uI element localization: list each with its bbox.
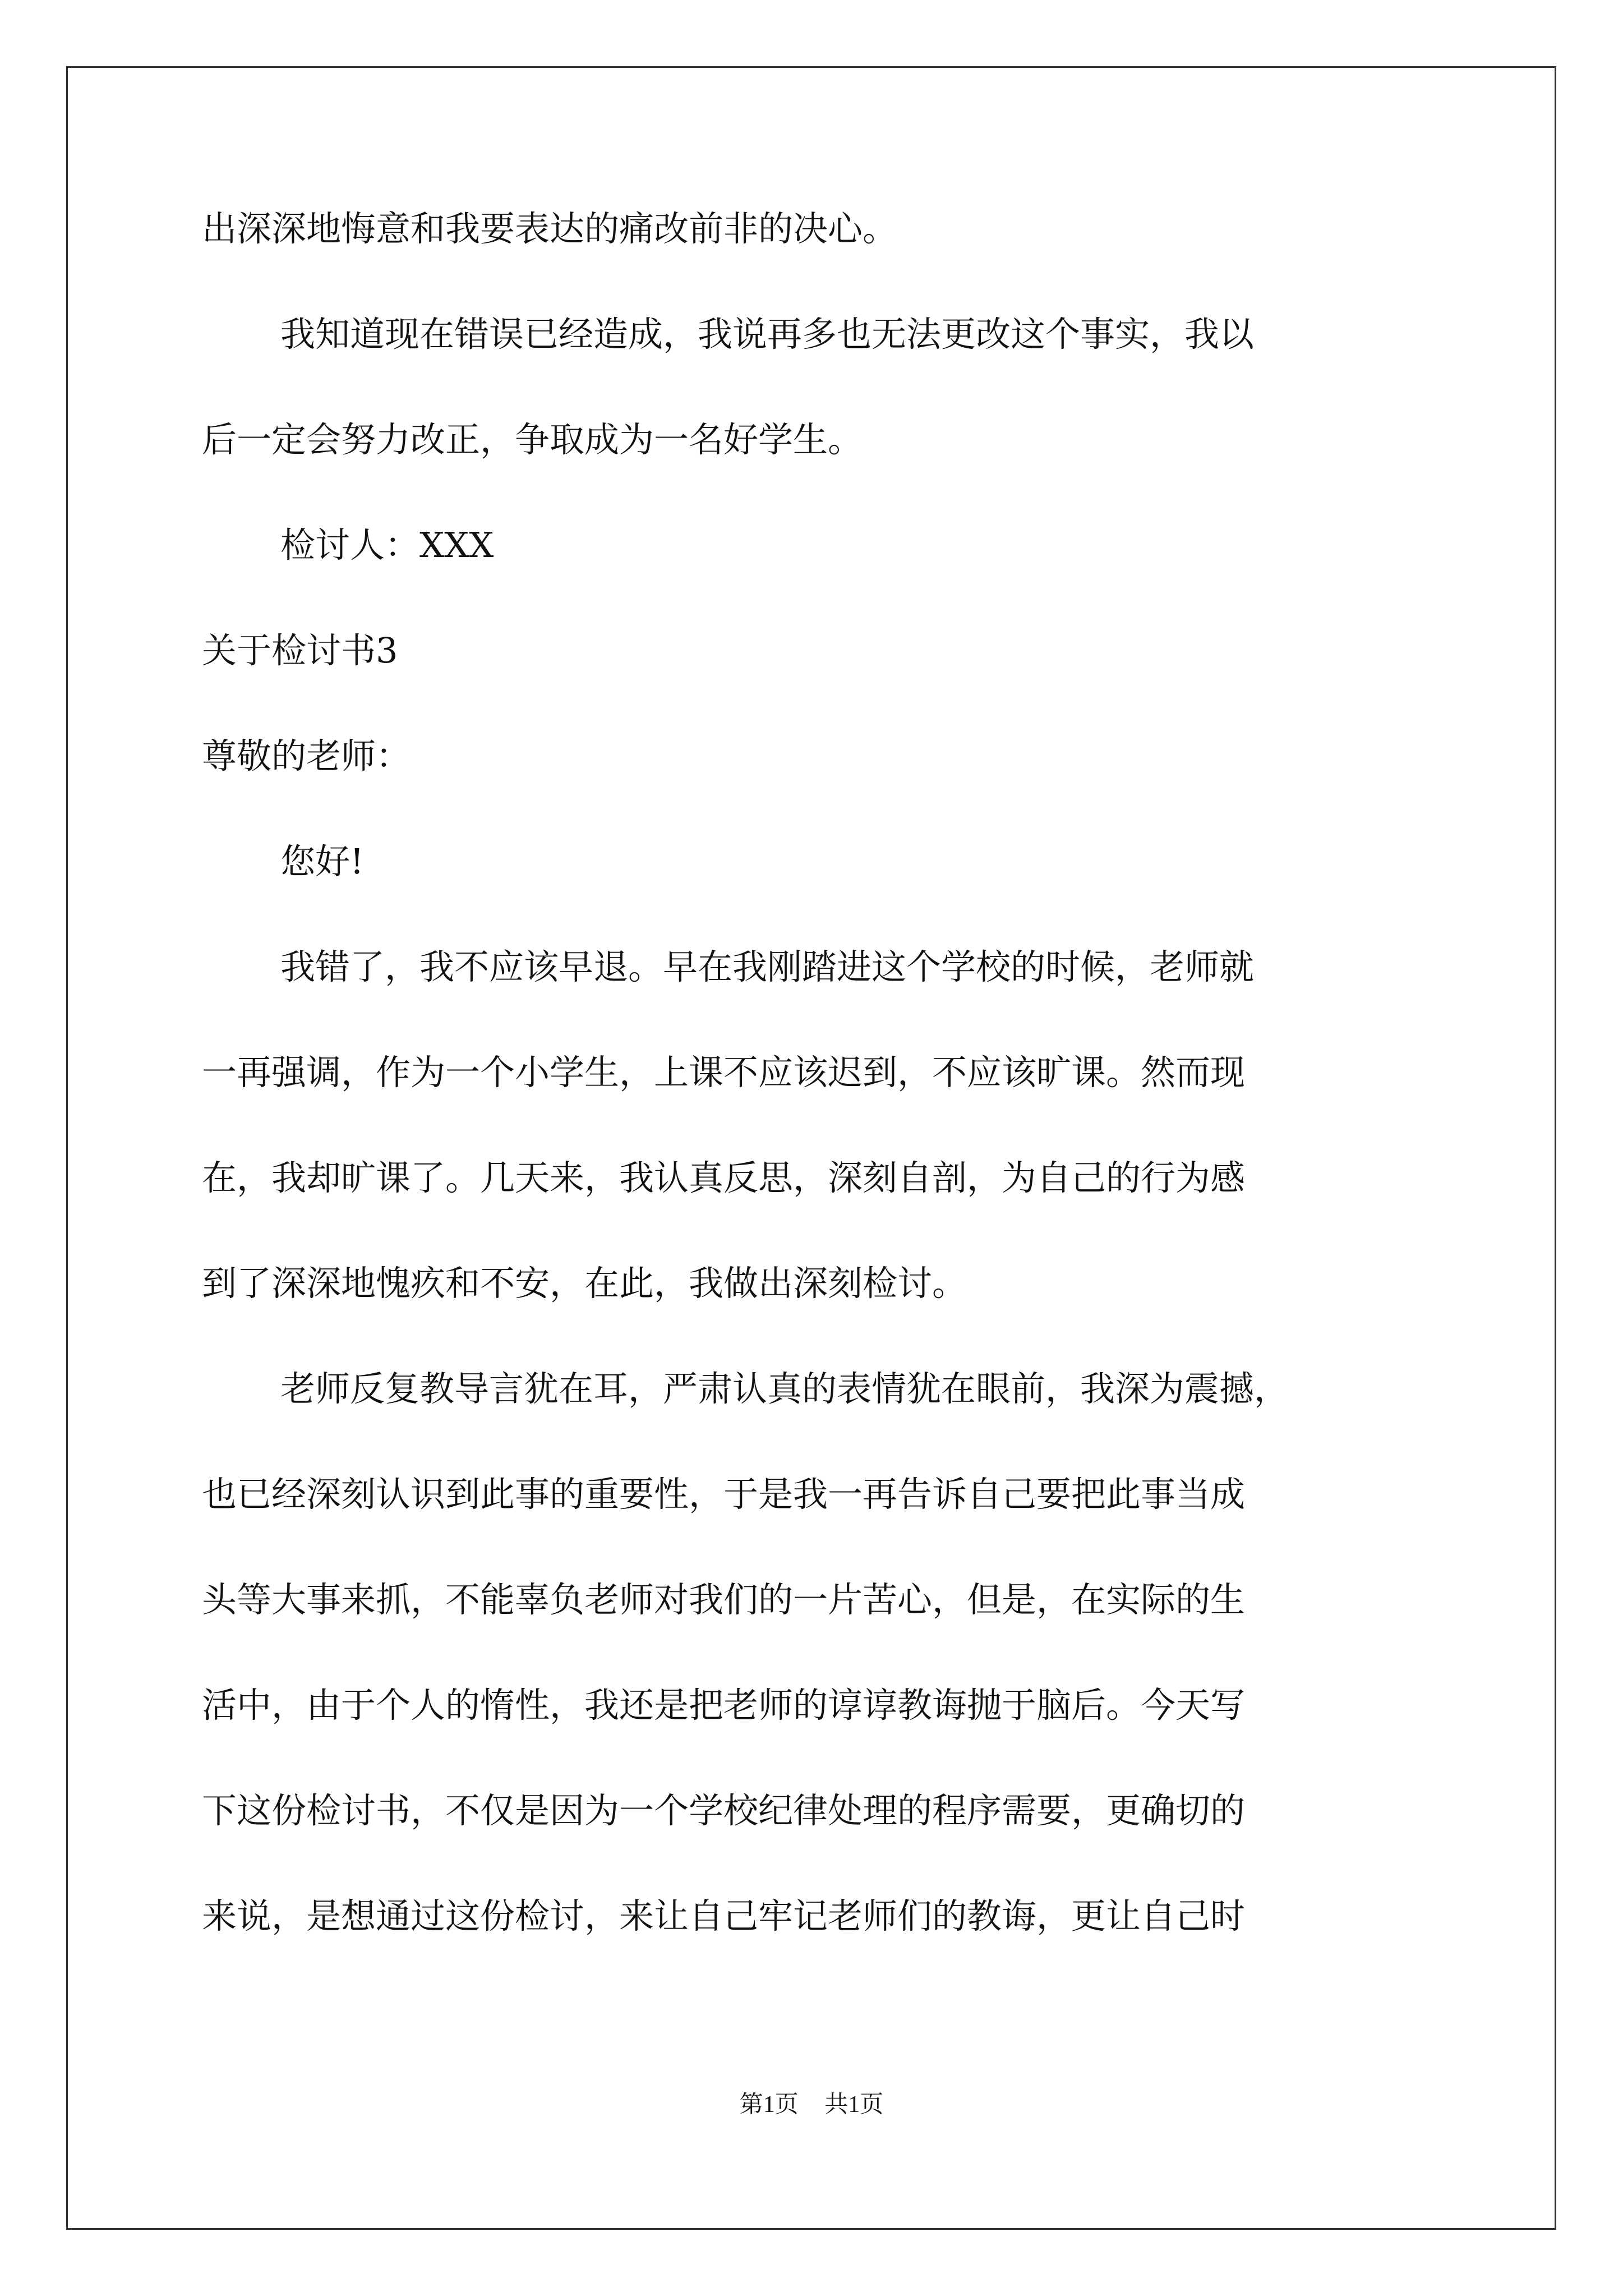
greeting: 您好! <box>280 841 364 882</box>
signature-line: 检讨人：XXX <box>280 524 494 565</box>
text-line: 出深深地悔意和我要表达的痛改前非的决心。 <box>202 208 898 249</box>
text-line: 下这份检讨书，不仅是因为一个学校纪律处理的程序需要，更确切的 <box>202 1790 1246 1831</box>
text-line: 我知道现在错误已经造成，我说再多也无法更改这个事实，我以 <box>280 314 1255 355</box>
total-pages: 共1页 <box>824 2092 884 2118</box>
text-line: 来说，是想通过这份检讨，来让自己牢记老师们的教诲，更让自己时 <box>202 1895 1246 1936</box>
page-footer <box>0 2088 1623 2122</box>
text-line: 在，我却旷课了。几天来，我认真反思，深刻自剖，为自己的行为感 <box>202 1157 1246 1198</box>
page-number: 第1页 <box>739 2092 799 2118</box>
text-line: 一再强调，作为一个小学生，上课不应该迟到，不应该旷课。然而现 <box>202 1052 1246 1093</box>
text-line: 我错了，我不应该早退。早在我刚踏进这个学校的时候，老师就 <box>280 946 1255 987</box>
text-line: 也已经深刻认识到此事的重要性，于是我一再告诉自己要把此事当成 <box>202 1474 1246 1515</box>
text-line: 活中，由于个人的惰性，我还是把老师的谆谆教诲抛于脑后。今天写 <box>202 1685 1246 1726</box>
section-heading: 关于检讨书3 <box>202 630 398 671</box>
text-line: 到了深深地愧疚和不安，在此，我做出深刻检讨。 <box>202 1263 967 1304</box>
salutation: 尊敬的老师： <box>202 735 411 776</box>
text-line: 老师反复教导言犹在耳，严肃认真的表情犹在眼前，我深为震撼， <box>280 1368 1289 1409</box>
text-line: 后一定会努力改正，争取成为一名好学生。 <box>202 419 863 460</box>
text-line: 头等大事来抓，不能辜负老师对我们的一片苦心，但是，在实际的生 <box>202 1579 1246 1620</box>
